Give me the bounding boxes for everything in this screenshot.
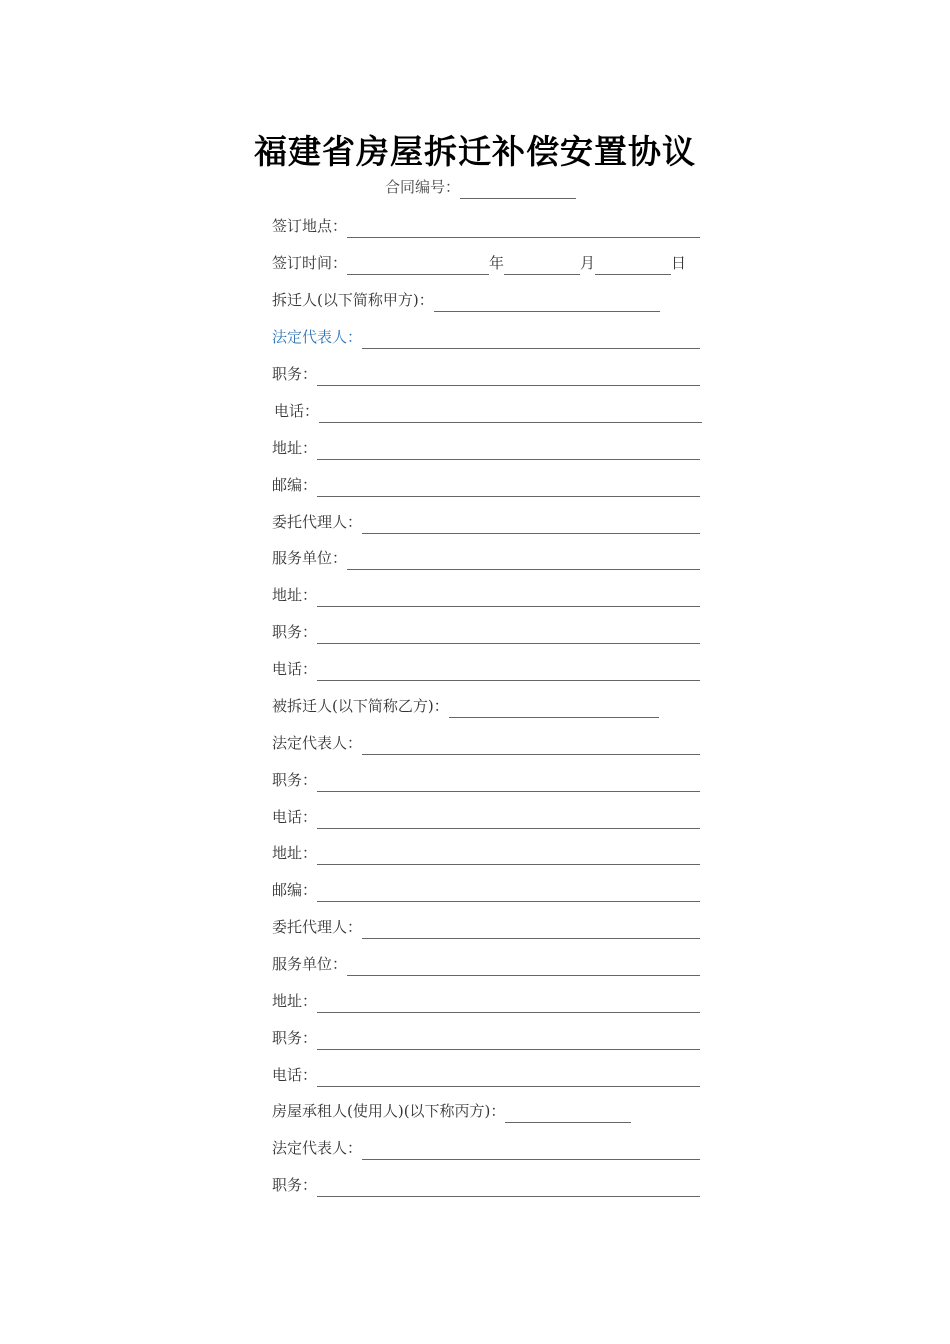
party-b-agent-row <box>272 913 700 937</box>
party-a-agent-label: 委托代理人： <box>272 513 363 531</box>
party-a-postcode-label: 邮编： <box>272 476 318 494</box>
party-c-legal-rep-label: 法定代表人： <box>272 1139 363 1157</box>
party-a-heading-row <box>272 286 700 310</box>
party-a-phone-row <box>274 397 702 421</box>
party-c-position-label: 职务： <box>272 1176 318 1194</box>
party-a-address-row <box>272 434 700 458</box>
party-a-agent-row <box>272 508 700 532</box>
party-a-agent-address-field[interactable] <box>317 588 700 607</box>
sign-place-field[interactable] <box>347 219 700 238</box>
sign-place-label: 签订地点： <box>272 217 348 235</box>
party-a-agent-phone-label: 电话： <box>272 660 318 678</box>
party-c-heading-row <box>272 1097 700 1121</box>
party-b-agent-unit-field[interactable] <box>347 957 700 976</box>
party-a-agent-position-row <box>272 618 700 642</box>
party-b-legal-rep-field[interactable] <box>362 736 700 755</box>
party-b-agent-position-field[interactable] <box>317 1031 700 1050</box>
party-a-agent-unit-field[interactable] <box>347 551 700 570</box>
party-b-legal-rep-label: 法定代表人： <box>272 734 363 752</box>
party-b-legal-rep-row <box>272 729 700 753</box>
party-b-agent-phone-label: 电话： <box>272 1066 318 1084</box>
party-c-legal-rep-field[interactable] <box>362 1141 700 1160</box>
party-b-phone-field[interactable] <box>317 810 700 829</box>
party-a-position-label: 职务： <box>272 365 318 383</box>
sign-time-row <box>272 249 700 273</box>
party-b-agent-address-row <box>272 987 700 1011</box>
party-c-legal-rep-row <box>272 1134 700 1158</box>
party-a-agent-address-label: 地址： <box>272 586 318 604</box>
party-a-legal-rep-label: 法定代表人： <box>272 328 363 346</box>
party-b-agent-address-field[interactable] <box>317 994 700 1013</box>
party-b-agent-label: 委托代理人： <box>272 918 363 936</box>
party-a-legal-rep-row <box>272 323 700 347</box>
party-a-position-row <box>272 360 700 384</box>
year-label: 年 <box>489 254 505 272</box>
party-b-address-label: 地址： <box>272 844 318 862</box>
party-a-postcode-field[interactable] <box>317 478 700 497</box>
party-a-phone-field[interactable] <box>319 404 702 423</box>
party-b-heading-row <box>272 692 700 716</box>
party-c-position-field[interactable] <box>317 1178 700 1197</box>
contract-number-row <box>385 177 576 197</box>
sign-month-field[interactable] <box>504 256 580 275</box>
party-b-name-field[interactable] <box>449 699 659 718</box>
party-c-name-field[interactable] <box>505 1104 631 1123</box>
party-a-agent-address-row <box>272 581 700 605</box>
party-a-agent-position-field[interactable] <box>317 625 700 644</box>
party-a-legal-rep-field[interactable] <box>362 330 700 349</box>
party-b-position-field[interactable] <box>317 773 700 792</box>
sign-place-row <box>272 212 700 236</box>
party-b-agent-position-row <box>272 1024 700 1048</box>
party-b-address-row <box>272 839 700 863</box>
party-b-agent-address-label: 地址： <box>272 992 318 1010</box>
day-label: 日 <box>671 254 687 272</box>
contract-number-label: 合同编号： <box>385 178 461 196</box>
party-a-agent-phone-field[interactable] <box>317 662 700 681</box>
document-title: 福建省房屋拆迁补偿安置协议 <box>254 132 696 171</box>
party-a-agent-unit-label: 服务单位： <box>272 549 348 567</box>
party-b-agent-unit-row <box>272 950 700 974</box>
party-b-postcode-label: 邮编： <box>272 881 318 899</box>
party-b-phone-label: 电话： <box>272 808 318 826</box>
party-a-agent-unit-row <box>272 544 700 568</box>
party-b-postcode-row <box>272 876 700 900</box>
party-a-position-field[interactable] <box>317 367 700 386</box>
party-b-postcode-field[interactable] <box>317 883 700 902</box>
party-b-position-row <box>272 766 700 790</box>
party-b-agent-position-label: 职务： <box>272 1029 318 1047</box>
sign-year-field[interactable] <box>347 256 489 275</box>
party-c-heading: 房屋承租人(使用人)(以下称丙方)： <box>272 1102 506 1120</box>
party-a-address-field[interactable] <box>317 441 700 460</box>
party-b-position-label: 职务： <box>272 771 318 789</box>
party-a-address-label: 地址： <box>272 439 318 457</box>
party-b-agent-unit-label: 服务单位： <box>272 955 348 973</box>
sign-day-field[interactable] <box>595 256 671 275</box>
party-b-address-field[interactable] <box>317 846 700 865</box>
sign-time-label: 签订时间： <box>272 254 348 272</box>
party-a-agent-phone-row <box>272 655 700 679</box>
party-b-agent-phone-field[interactable] <box>317 1068 700 1087</box>
party-a-agent-field[interactable] <box>362 515 700 534</box>
party-a-name-field[interactable] <box>434 293 660 312</box>
party-b-heading: 被拆迁人(以下简称乙方)： <box>272 697 449 715</box>
party-b-agent-phone-row <box>272 1061 700 1085</box>
party-c-position-row <box>272 1171 700 1195</box>
party-b-phone-row <box>272 803 700 827</box>
party-a-heading: 拆迁人(以下简称甲方)： <box>272 291 434 309</box>
party-a-postcode-row <box>272 471 700 495</box>
party-a-phone-label: 电话： <box>274 402 320 420</box>
party-a-agent-position-label: 职务： <box>272 623 318 641</box>
month-label: 月 <box>580 254 596 272</box>
party-b-agent-field[interactable] <box>362 920 700 939</box>
contract-number-field[interactable] <box>460 180 576 199</box>
